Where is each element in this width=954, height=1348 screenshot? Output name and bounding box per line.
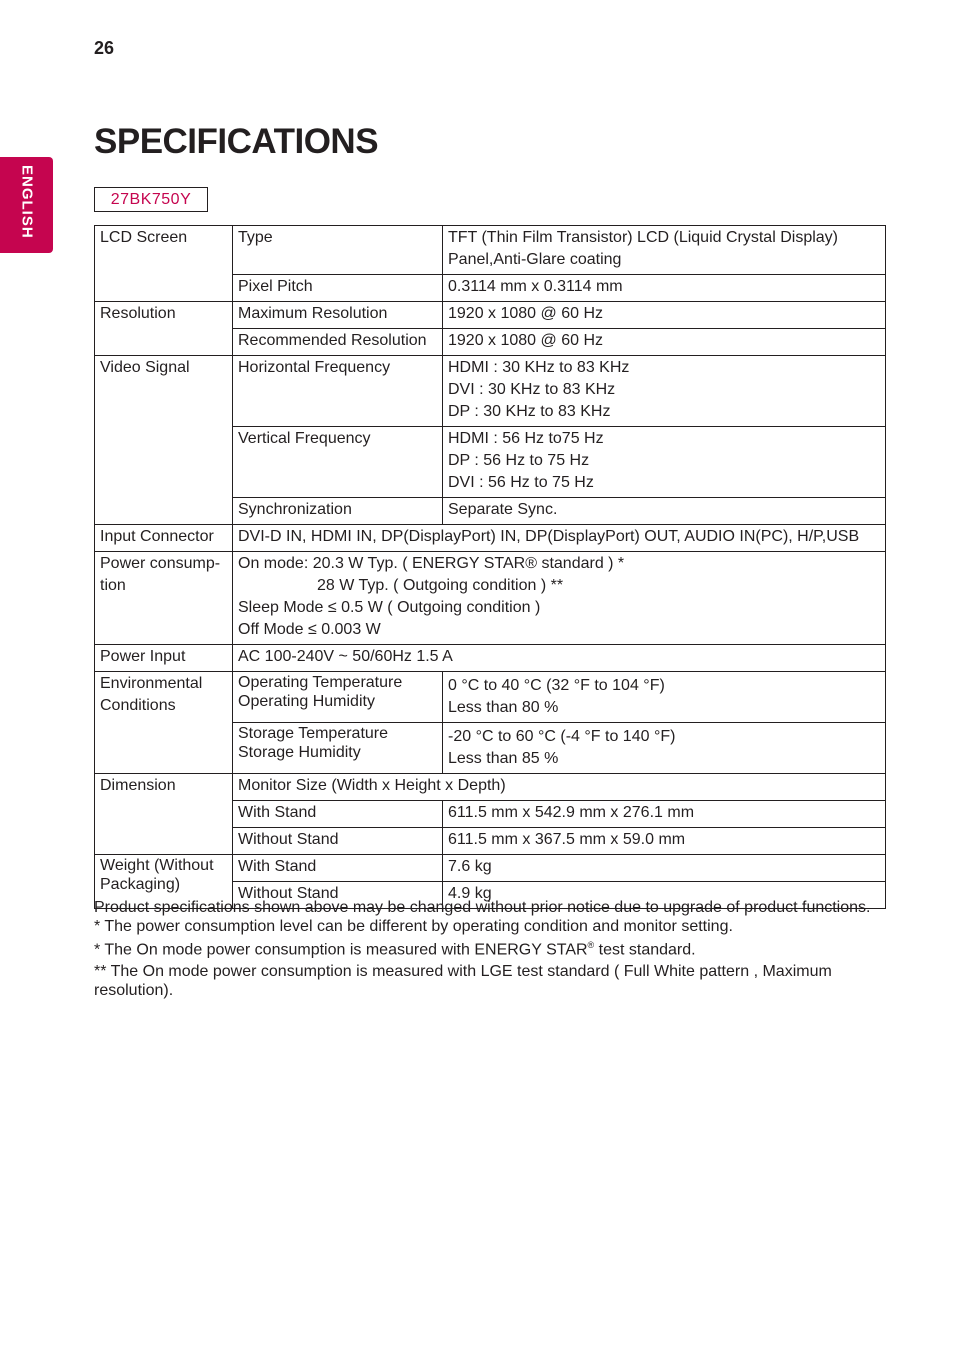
value-line: -20 °C to 60 °C (-4 °F to 140 °F) <box>448 728 676 745</box>
row-label-power-consumption <box>95 552 233 645</box>
value-synchronization: Separate Sync. <box>443 498 886 525</box>
value-line: Less than 80 % <box>448 699 559 716</box>
value-rec-resolution: 1920 x 1080 @ 60 Hz <box>443 329 886 356</box>
value-power-consumption <box>233 552 886 645</box>
sub-label-max-resolution: Maximum Resolution <box>233 302 443 329</box>
table-row <box>95 672 886 723</box>
label-line: Environmental <box>100 675 203 692</box>
row-label-lcd-screen: LCD Screen <box>95 226 233 302</box>
table-row <box>95 552 886 645</box>
label-line: Packaging) <box>100 876 181 893</box>
table-row <box>95 226 886 275</box>
value-line: 28 W Typ. ( Outgoing condition ) ** <box>317 577 564 594</box>
value-vertical-frequency <box>443 427 886 498</box>
note-line: Product specifications shown above may be changed without prior notice due to upgrade of product functions. <box>94 899 871 916</box>
sub-label-synchronization: Synchronization <box>233 498 443 525</box>
sub-label-type: Type <box>233 226 443 275</box>
note-text: * The On mode power consumption is measured with ENERGY STAR <box>94 941 588 959</box>
label-line: Storage Temperature <box>238 725 389 742</box>
page-number: 26 <box>94 38 115 58</box>
note-line: ** The On mode power consumption is measured with LGE test standard ( Full White pattern , Maximum resolution). <box>94 963 832 1000</box>
language-tab-label: ENGLISH <box>18 165 36 239</box>
sub-label-vertical-frequency: Vertical Frequency <box>233 427 443 498</box>
value-dim-without-stand: 611.5 mm x 367.5 mm x 59.0 mm <box>443 828 886 855</box>
sub-label-pixel-pitch: Pixel Pitch <box>233 275 443 302</box>
sub-label-storage <box>233 723 443 774</box>
value-line: HDMI : 56 Hz to75 Hz <box>448 430 604 447</box>
table-row <box>95 645 886 672</box>
value-line: DP : 56 Hz to 75 Hz <box>448 452 590 469</box>
value-line: Panel,Anti-Glare coating <box>448 251 622 268</box>
value-max-resolution: 1920 x 1080 @ 60 Hz <box>443 302 886 329</box>
label-line: Storage Humidity <box>238 744 361 761</box>
sub-label-rec-resolution: Recommended Resolution <box>233 329 443 356</box>
language-tab <box>0 157 53 253</box>
row-label-input-connector: Input Connector <box>95 525 233 552</box>
value-line: HDMI : 30 KHz to 83 KHz <box>448 359 630 376</box>
row-label-environmental <box>95 672 233 774</box>
sub-label-dim-without-stand: Without Stand <box>233 828 443 855</box>
table-row <box>95 774 886 801</box>
value-power-input: AC 100-240V ~ 50/60Hz 1.5 A <box>233 645 886 672</box>
value-operating <box>443 672 886 723</box>
label-line: Operating Humidity <box>238 693 375 710</box>
value-line: TFT (Thin Film Transistor) LCD (Liquid Crystal Display) <box>448 229 838 246</box>
value-dim-with-stand: 611.5 mm x 542.9 mm x 276.1 mm <box>443 801 886 828</box>
page-title: SPECIFICATIONS <box>94 122 379 161</box>
label-line: Operating Temperature <box>238 674 403 691</box>
dimension-header: Monitor Size (Width x Height x Depth) <box>233 774 886 801</box>
value-line: DP : 30 KHz to 83 KHz <box>448 403 611 420</box>
sub-label-dim-with-stand: With Stand <box>233 801 443 828</box>
row-label-resolution: Resolution <box>95 302 233 356</box>
table-row <box>95 302 886 329</box>
value-line: Off Mode ≤ 0.003 W <box>238 621 381 638</box>
label-line: tion <box>100 577 126 594</box>
value-pixel-pitch: 0.3114 mm x 0.3114 mm <box>443 275 886 302</box>
note-line <box>94 936 886 959</box>
table-row <box>95 525 886 552</box>
sub-label-weight-with-stand: With Stand <box>233 855 443 882</box>
value-line: 0 °C to 40 °C (32 °F to 104 °F) <box>448 677 665 694</box>
footnotes <box>94 898 886 1000</box>
label-line: Power consump- <box>100 555 221 572</box>
value-weight-without-stand: 4.9 kg <box>443 882 886 909</box>
sub-label-weight-without-stand: Without Stand <box>233 882 443 909</box>
label-line: Conditions <box>100 697 176 714</box>
value-input-connector: DVI-D IN, HDMI IN, DP(DisplayPort) IN, DP(DisplayPort) OUT, AUDIO IN(PC), H/P,USB <box>233 525 886 552</box>
value-line: On mode: 20.3 W Typ. ( ENERGY STAR® standard ) * <box>238 555 625 572</box>
sub-label-horizontal-frequency: Horizontal Frequency <box>233 356 443 427</box>
value-line: DVI : 30 KHz to 83 KHz <box>448 381 616 398</box>
label-line: Weight (Without <box>100 857 214 874</box>
registered-mark: ® <box>587 940 595 950</box>
value-storage <box>443 723 886 774</box>
row-label-dimension: Dimension <box>95 774 233 855</box>
value-line: Less than 85 % <box>448 750 559 767</box>
value-weight-with-stand: 7.6 kg <box>443 855 886 882</box>
note-line: * The power consumption level can be different by operating condition and monitor setting. <box>94 918 733 935</box>
note-text: test standard. <box>594 941 696 959</box>
value-line: Sleep Mode ≤ 0.5 W ( Outgoing condition ) <box>238 599 541 616</box>
value-type <box>443 226 886 275</box>
value-line: DVI : 56 Hz to 75 Hz <box>448 474 594 491</box>
row-label-video-signal: Video Signal <box>95 356 233 525</box>
value-horizontal-frequency <box>443 356 886 427</box>
table-row <box>95 356 886 427</box>
model-label: 27BK750Y <box>94 187 208 212</box>
table-row <box>95 855 886 882</box>
sub-label-operating <box>233 672 443 723</box>
row-label-power-input: Power Input <box>95 645 233 672</box>
specifications-table <box>94 225 886 909</box>
